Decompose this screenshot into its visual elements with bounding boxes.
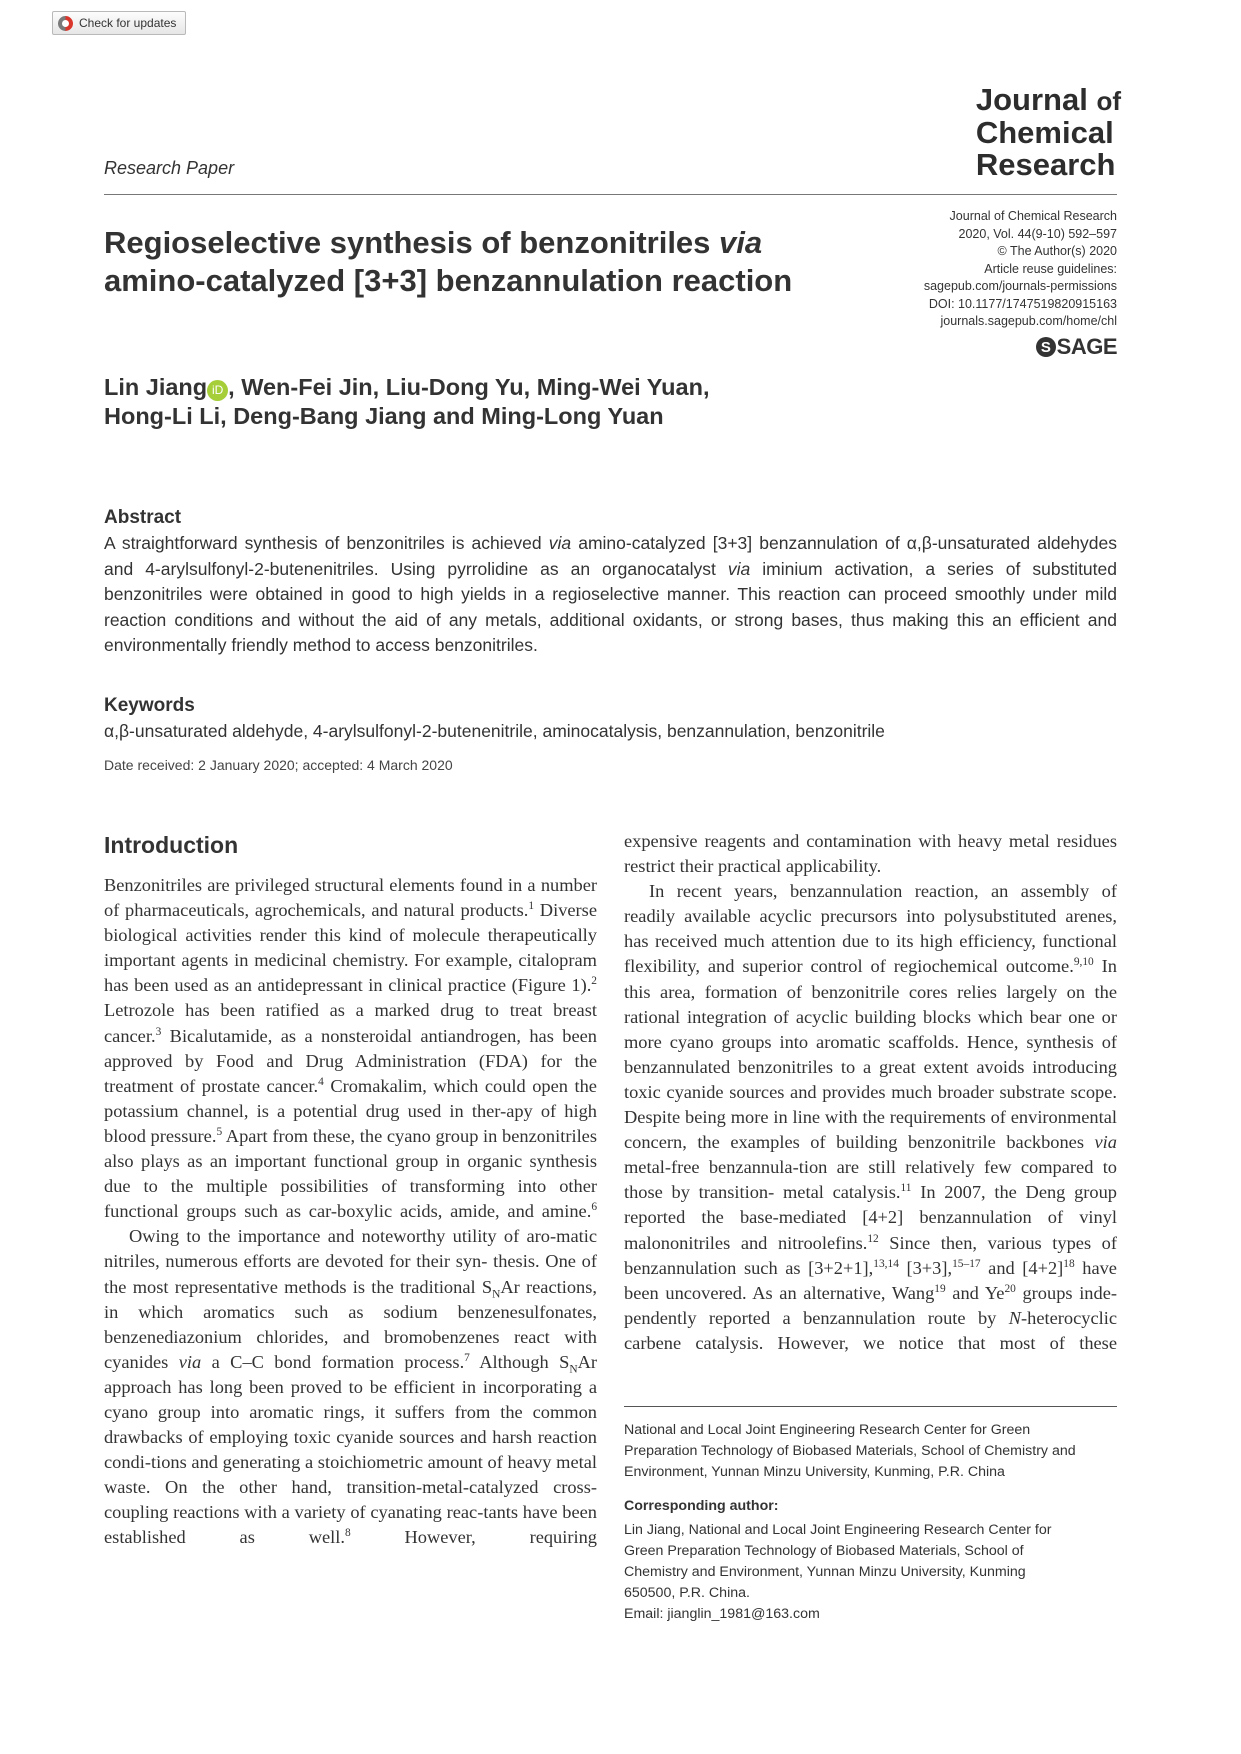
italic-via: via xyxy=(1094,1132,1117,1153)
line: expensive reagents and contamination with heavy metal xyxy=(624,831,1050,851)
citation[interactable]: 15–17 xyxy=(952,1257,981,1270)
journal-logo xyxy=(976,84,1121,181)
line: the requirements of environmental concern, the examples of xyxy=(624,1107,1117,1153)
publication-meta xyxy=(924,208,1117,331)
line: antidepressant in clinical practice (Figure 1). xyxy=(257,975,592,996)
header-divider xyxy=(104,194,1117,195)
line: metal catalysis. xyxy=(783,1182,901,1203)
meta-volume: 2020, Vol. 44(9-10) 592–597 xyxy=(958,226,1117,241)
introduction-heading: Introduction xyxy=(104,832,239,858)
citation[interactable]: 20 xyxy=(1004,1282,1016,1295)
line: Letrozole has xyxy=(104,1000,210,1021)
line: boxylic acids, amide, and amine. xyxy=(337,1201,592,1222)
citation[interactable]: 3 xyxy=(155,1025,162,1038)
logo-line-2: Chemical xyxy=(975,115,1114,150)
line: products. xyxy=(460,900,529,921)
line: open the potassium channel, is a potential drug used in ther- xyxy=(104,1075,597,1121)
citation[interactable]: 8 xyxy=(344,1527,351,1540)
line: Ar reactions, in which aromatics such as xyxy=(104,1276,597,1322)
logo-of: of xyxy=(1096,86,1121,116)
corresponding-author-heading: Corresponding author: xyxy=(624,1498,779,1514)
line: of transforming into other functional groups such as car- xyxy=(104,1176,598,1222)
meta-copyright: © The Author(s) 2020 xyxy=(997,244,1117,258)
line: sodium benzenesulfonates, benzenediazonium chlorides, xyxy=(104,1301,597,1347)
logo-line-3: Research xyxy=(975,147,1116,182)
meta-journal-link[interactable]: journals.sagepub.com/home/chl xyxy=(940,314,1117,328)
keywords-heading: Keywords xyxy=(104,695,195,716)
line: traditional S xyxy=(400,1276,493,1297)
line: carbene catalysis. However, we notice that most of these xyxy=(624,1332,1117,1353)
authors-line-1: , Wen-Fei Jin, Liu-Dong Yu, Ming-Wei Yuan, xyxy=(228,374,710,400)
subscript: N xyxy=(492,1288,501,1301)
abstract-heading: Abstract xyxy=(104,507,182,528)
corresponding-line: Lin Jiang, National and Local Joint Engineering Research Center for xyxy=(624,1522,1052,1538)
meta-reuse-label: Article reuse guidelines: xyxy=(984,261,1117,276)
line: treatment of prostate cancer. xyxy=(104,1075,319,1096)
orcid-icon[interactable]: iD xyxy=(207,380,228,401)
citation[interactable]: 13,14 xyxy=(873,1257,899,1270)
publisher-name: SAGE xyxy=(1056,334,1117,359)
abstract-via-2: via xyxy=(727,558,751,579)
affiliation-line: National and Local Joint Engineering Research Center for Green xyxy=(624,1422,1031,1438)
logo-line-1: Journal xyxy=(975,82,1088,117)
paragraph xyxy=(624,879,1117,1356)
line: much broader substrate scope. Despite being more in line with xyxy=(624,1081,1117,1128)
line: Apart from these, the cyano xyxy=(222,1125,431,1146)
line: base-mediated [4+2] benzannulation of vinyl malononitriles xyxy=(624,1207,1117,1253)
abstract-text xyxy=(104,531,1117,659)
line: been ratified as a marked drug to treat breast cancer. xyxy=(104,1000,597,1046)
citation[interactable]: 18 xyxy=(1063,1257,1075,1270)
line: tions and generating a stoichiometric amount of heavy xyxy=(150,1452,552,1473)
italic-via: via xyxy=(178,1351,202,1372)
title-via: via xyxy=(719,225,763,260)
line: chemistry. For example, citalopram has been used as an xyxy=(104,950,597,996)
paragraph xyxy=(624,829,1117,879)
corresponding-line: 650500, P.R. China. xyxy=(624,1585,750,1601)
citation[interactable]: 6 xyxy=(591,1201,598,1214)
line: a C–C bond xyxy=(201,1351,312,1372)
citation[interactable]: 1 xyxy=(528,899,535,912)
line: Benzonitriles are privileged structural elements found in a xyxy=(104,875,536,895)
line: group in organic synthesis due to the multiple possibilities xyxy=(104,1151,597,1197)
meta-doi[interactable]: DOI: 10.1177/1747519820915163 xyxy=(928,296,1117,311)
corresponding-line: Green Preparation Technology of Biobased Materials, School of xyxy=(624,1543,1024,1559)
author-list xyxy=(104,373,824,431)
line: However, requiring xyxy=(350,1527,597,1548)
italic-n: N xyxy=(1008,1307,1022,1328)
line: functional flexibility, and superior control of regiochemical xyxy=(624,931,1117,977)
line: Ar approach has long been xyxy=(104,1351,597,1397)
line: outcome. xyxy=(1005,956,1074,977)
right-column xyxy=(624,829,1117,1356)
crossmark-icon xyxy=(58,16,73,31)
line: Since then, various types of benzannulation xyxy=(624,1232,1117,1278)
check-for-updates-label: Check for updates xyxy=(79,16,177,30)
line: and bromobenzenes react with cyanides xyxy=(104,1326,597,1372)
citation[interactable]: 5 xyxy=(216,1125,223,1138)
line: which bear one or more cyano groups into aromatic scaffolds. xyxy=(624,1006,1117,1052)
citation[interactable]: 9,10 xyxy=(1073,956,1094,969)
line: formation process. xyxy=(321,1351,465,1372)
line: Diverse biological activities render this kind of xyxy=(104,900,597,946)
citation[interactable]: 12 xyxy=(867,1232,879,1245)
line: Hence, synthesis of benzannulated benzonitriles to a great xyxy=(624,1031,1118,1077)
line: Owing to the importance and noteworthy utility of aro- xyxy=(129,1226,557,1247)
line: largely on the rational integration of acyclic building blocks xyxy=(624,981,1117,1027)
affiliation-line: Environment, Yunnan Minzu University, Kunming, P.R. China xyxy=(624,1464,1005,1480)
line: Although S xyxy=(469,1351,570,1372)
line: proved to be efficient in incorporating a cyano group into xyxy=(104,1376,597,1422)
affiliation-line: Preparation Technology of Biobased Materials, School of Chemistry and xyxy=(624,1443,1076,1459)
line: have been xyxy=(624,1257,1117,1303)
left-column xyxy=(104,873,597,1551)
abstract-s1: A straightforward synthesis of benzonitriles is achieved xyxy=(104,533,549,553)
line: group in benzonitriles also plays as an important functional xyxy=(104,1125,597,1172)
line: Bicalutamide, as a nonsteroidal antiandrogen, has been xyxy=(169,1025,597,1046)
citation[interactable]: 2 xyxy=(591,975,597,988)
line: residues restrict their practical applicability. xyxy=(624,831,1117,877)
author-first[interactable]: Lin Jiang xyxy=(104,374,208,400)
line: approved by Food and Drug Administration (FDA) for the xyxy=(104,1050,597,1071)
affiliation xyxy=(624,1420,1117,1483)
line: and Ye xyxy=(945,1282,1005,1303)
line: and [4+2] xyxy=(980,1257,1064,1278)
line: readily available acyclic precursors into polysubstituted xyxy=(624,906,1057,927)
citation[interactable]: 11 xyxy=(900,1182,912,1195)
line: -heterocyclic xyxy=(1021,1307,1117,1328)
line: In this area, formation of benzonitrile cores relies xyxy=(624,956,1117,1002)
line: [3+3], xyxy=(898,1257,953,1278)
line: apy of high blood pressure. xyxy=(104,1100,597,1146)
line: thesis. One of the most representative methods is the xyxy=(104,1251,597,1297)
line: extent avoids introducing toxic cyanide sources and provides xyxy=(624,1056,1117,1102)
footnote-divider xyxy=(624,1406,1117,1407)
meta-journal: Journal of Chemical Research xyxy=(949,209,1117,223)
line: tion are still relatively few compared to those by transition- xyxy=(624,1157,1117,1203)
check-for-updates-button[interactable] xyxy=(52,11,186,35)
sage-logo xyxy=(1036,334,1117,360)
abstract-s2: amino-catalyzed [3+3] benzannulation of α,β-unsaturated aldehydes and 4-arylsulfonyl-2-butenenitriles. Using pyrrolidine as an organocatalyst xyxy=(104,533,1117,579)
line: uncovered. As an alternative, Wang xyxy=(665,1282,935,1303)
citation[interactable]: 19 xyxy=(934,1282,946,1295)
title-part-1: Regioselective synthesis of benzonitriles xyxy=(104,225,720,260)
line: In recent years, benzannulation reaction, an assembly of xyxy=(649,881,1117,902)
line: matic nitriles, numerous efforts are devoted for their syn- xyxy=(104,1226,597,1272)
authors-line-2: Hong-Li Li, Deng-Bang Jiang and Ming-Long Yuan xyxy=(104,403,664,429)
corresponding-author xyxy=(624,1520,1117,1625)
line: pendently reported a benzannulation route by xyxy=(624,1307,1009,1328)
line: groups inde- xyxy=(1015,1282,1117,1303)
citation[interactable]: 7 xyxy=(464,1351,470,1364)
corresponding-line: Chemistry and Environment, Yunnan Minzu University, Kunming xyxy=(624,1564,1026,1580)
line: aromatic rings, it suffers from the common drawbacks of xyxy=(104,1401,597,1448)
line: and nitroolefins. xyxy=(740,1232,868,1253)
line: employing toxic cyanide sources and harsh reaction condi- xyxy=(104,1427,598,1473)
line: number of pharmaceuticals, agrochemicals, and natural xyxy=(104,875,597,921)
paragraph xyxy=(104,873,597,1224)
keywords-text: α,β-unsaturated aldehyde, 4-arylsulfonyl-2-butenenitrile, aminocatalysis, benzannulation, benzonitrile xyxy=(104,721,885,741)
subscript: N xyxy=(569,1363,578,1376)
line: such as [3+2+1], xyxy=(743,1257,874,1278)
date-received: Date received: 2 January 2020; accepted: 4 March 2020 xyxy=(104,757,453,773)
abstract-s3: iminium activation, a series of substituted benzonitriles were obtained in good to high yields in a regioselective manner. This reaction can proceed smoothly under mild reaction conditions and without the aid of any metals, additional oxidants, or strong bases, thus making this an efficient and environmentally friendly method to access benzonitriles. xyxy=(104,558,1117,655)
article-title xyxy=(104,224,904,300)
title-part-2: amino-catalyzed [3+3] benzannulation reaction xyxy=(104,263,793,298)
paper-type-label: Research Paper xyxy=(104,158,235,178)
line: Cromakalim, which could xyxy=(323,1075,526,1096)
paragraph xyxy=(104,1224,597,1550)
line: building benzonitrile backbones xyxy=(836,1132,1095,1153)
sage-s-icon: S xyxy=(1036,337,1056,357)
line: In 2007, the Deng group reported the xyxy=(624,1182,1117,1228)
line: arenes, has received much attention due to its high efficiency, xyxy=(624,906,1117,952)
abstract-via-1: via xyxy=(548,533,572,553)
citation[interactable]: 4 xyxy=(318,1075,324,1088)
line: metal waste. On the other hand, transition-metal-catalyzed xyxy=(104,1452,597,1498)
corresponding-email[interactable]: Email: jianglin_1981@163.com xyxy=(624,1606,820,1622)
line: cross-coupling reactions with a variety of cyanating reac- xyxy=(104,1477,597,1523)
line: metal-free benzannula- xyxy=(624,1157,799,1178)
meta-permissions-link[interactable]: sagepub.com/journals-permissions xyxy=(923,279,1117,293)
line: molecule therapeutically important agents in medicinal xyxy=(104,925,597,971)
line: tants have been established as well. xyxy=(104,1502,597,1548)
